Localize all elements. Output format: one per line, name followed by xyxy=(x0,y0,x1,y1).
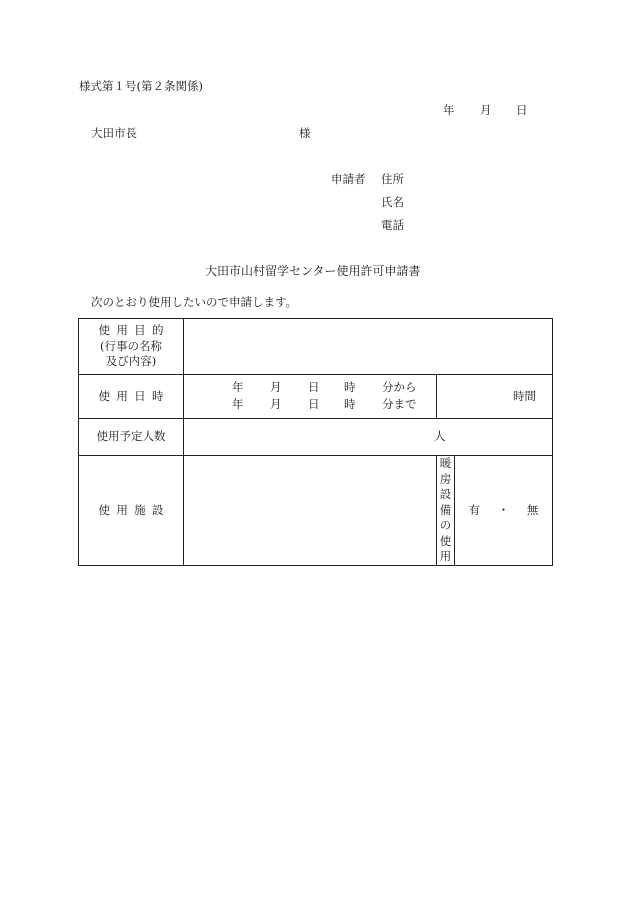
datetime-input-cell[interactable] xyxy=(184,375,437,419)
datetime-to-line xyxy=(184,397,436,414)
date-month-label: 月 xyxy=(480,103,492,117)
document-title: 大田市山村留学センター使用許可申請書 xyxy=(205,264,421,278)
purpose-sublabel-2: 及び内容) xyxy=(105,354,157,369)
applicant-phone-label: 電話 xyxy=(381,218,404,232)
date-day-label: 日 xyxy=(516,103,528,117)
applicant-address-label: 住所 xyxy=(381,172,404,186)
people-input-cell[interactable] xyxy=(184,419,553,456)
heating-sublabel: の使用 xyxy=(439,518,452,564)
facility-input-cell[interactable] xyxy=(184,456,437,566)
people-label-cell xyxy=(79,419,184,456)
honorific: 様 xyxy=(299,126,311,140)
from-month: 月 xyxy=(270,380,282,395)
heating-label-cell xyxy=(437,456,455,566)
datetime-label: 使用日時 xyxy=(98,388,170,403)
applicant-name-label: 氏名 xyxy=(381,195,404,209)
purpose-label: 使用目的 xyxy=(98,323,170,338)
date-year-label: 年 xyxy=(443,103,455,117)
hours-label: 時間 xyxy=(513,388,536,403)
people-row xyxy=(79,419,553,456)
form-number: 様式第１号(第２条関係) xyxy=(79,79,203,93)
to-hour: 時 xyxy=(344,397,356,412)
from-hour: 時 xyxy=(344,380,356,395)
to-month: 月 xyxy=(270,397,282,412)
heating-separator: ・ xyxy=(497,502,510,517)
heating-choice-cell xyxy=(455,456,553,566)
heating-yes-option[interactable]: 有 xyxy=(468,502,481,517)
datetime-label-cell xyxy=(79,375,184,419)
facility-label-cell xyxy=(79,456,184,566)
from-year: 年 xyxy=(232,380,244,395)
datetime-from-line xyxy=(184,380,436,397)
hours-cell[interactable] xyxy=(437,375,553,419)
heating-label: 暖房設備 xyxy=(439,456,452,517)
from-day: 日 xyxy=(308,380,320,395)
purpose-sublabel: (行事の名称 xyxy=(100,338,162,353)
purpose-input-cell[interactable] xyxy=(184,319,553,375)
to-year: 年 xyxy=(232,397,244,412)
purpose-row xyxy=(79,319,553,375)
people-unit: 人 xyxy=(434,429,446,444)
purpose-label-cell xyxy=(79,319,184,375)
intro-text: 次のとおり使用したいので申請します。 xyxy=(91,295,298,309)
heating-no-option[interactable]: 無 xyxy=(526,502,539,517)
to-minute-suffix: 分まで xyxy=(382,397,417,412)
facility-label: 使用施設 xyxy=(98,502,170,517)
application-form-table xyxy=(78,318,553,566)
datetime-row xyxy=(79,375,553,419)
addressee: 大田市長 xyxy=(91,126,137,140)
facility-row xyxy=(79,456,553,566)
applicant-label: 申請者 xyxy=(331,172,366,186)
from-minute-suffix: 分から xyxy=(382,380,417,395)
to-day: 日 xyxy=(308,397,320,412)
people-label: 使用予定人数 xyxy=(96,429,166,444)
